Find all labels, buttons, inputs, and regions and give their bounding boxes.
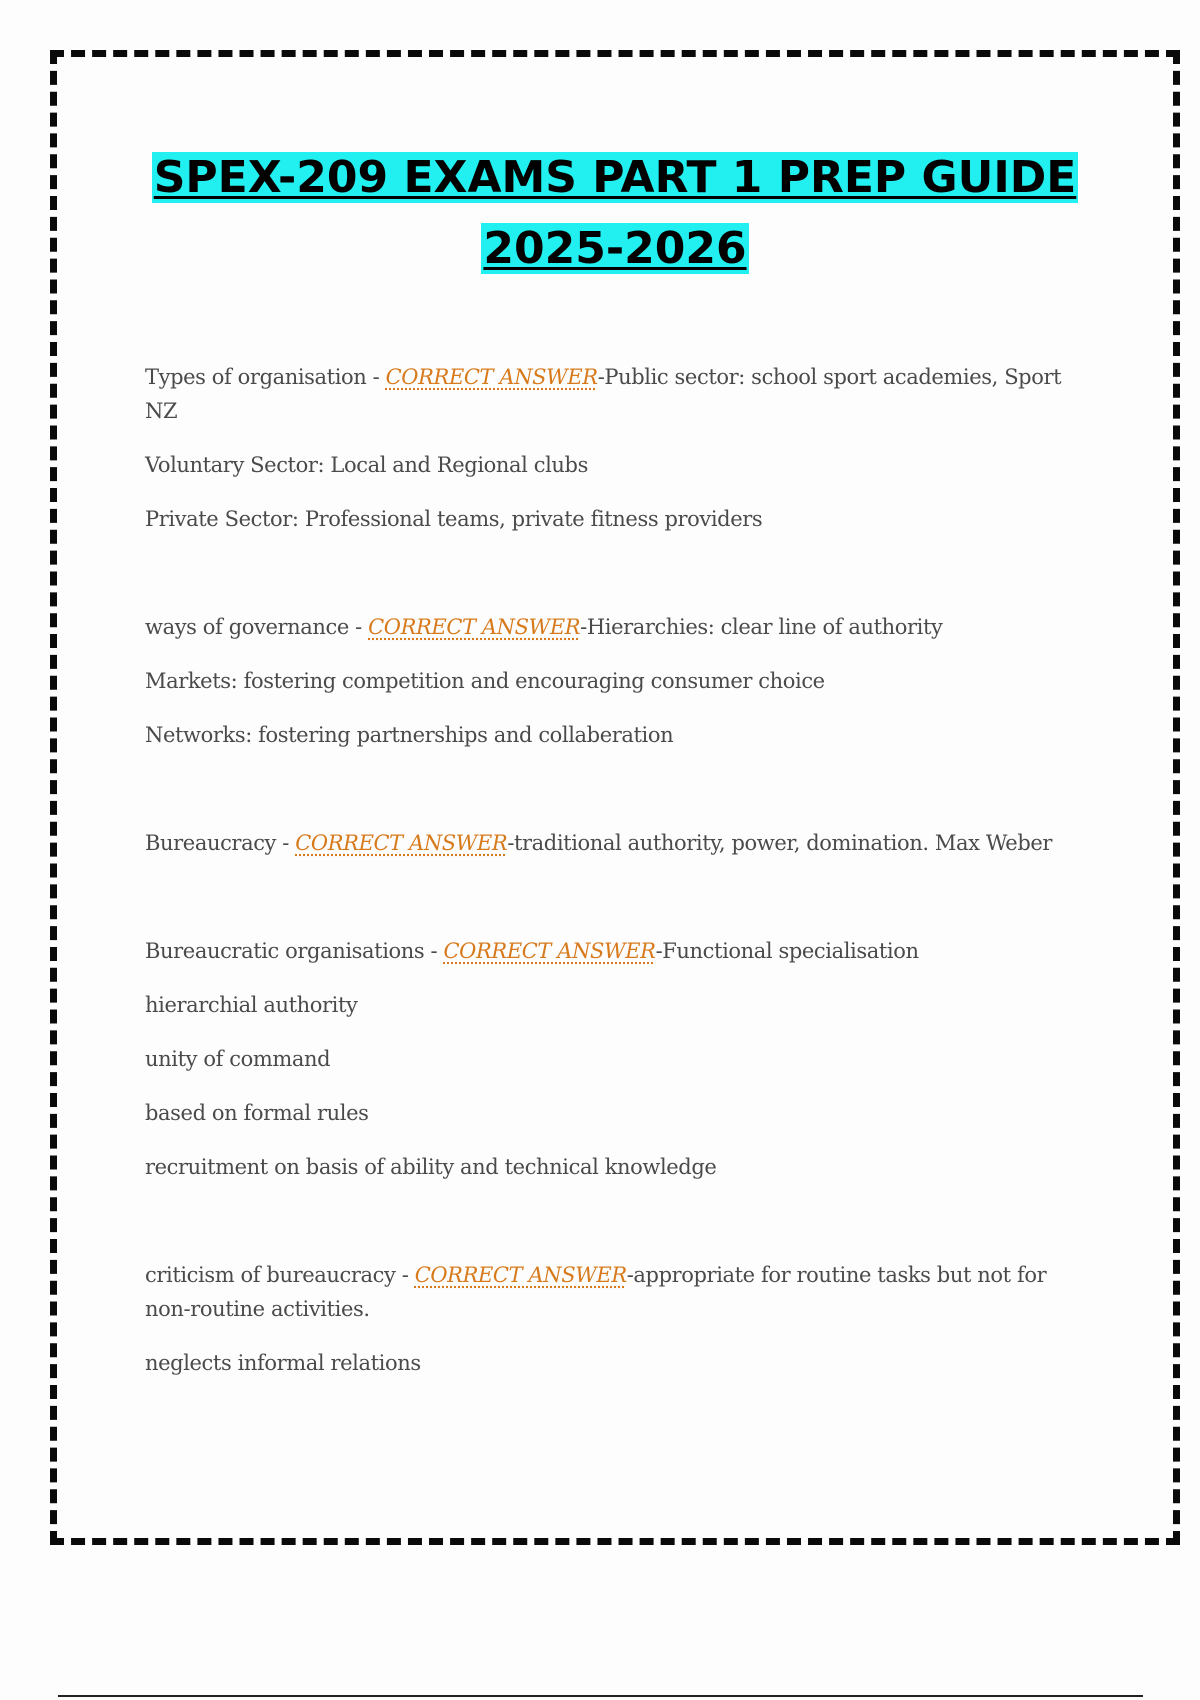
answer-text: -Functional specialisation (655, 939, 919, 963)
answer-line: hierarchial authority (145, 993, 358, 1017)
answer-line: Private Sector: Professional teams, private fitness providers (145, 507, 763, 531)
answer-line: recruitment on basis of ability and technical knowledge (145, 1155, 717, 1179)
qa-item-1-first-line (145, 360, 1080, 428)
qa-item-2-first-line (145, 610, 1080, 644)
footer-divider (58, 1695, 1143, 1697)
answer-text: -Hierarchies: clear line of authority (580, 615, 943, 639)
qa-content (145, 360, 1080, 1400)
qa-item-3-first-line (145, 826, 1080, 860)
question-text: Types of organisation - (145, 365, 386, 389)
correct-answer-label: CORRECT ANSWER (368, 615, 581, 639)
title-line-2: 2025-2026 (483, 223, 747, 274)
answer-line: based on formal rules (145, 1101, 369, 1125)
question-text: Bureaucracy - (145, 831, 296, 855)
answer-line: Markets: fostering competition and encouraging consumer choice (145, 669, 825, 693)
qa-item-5-first-line (145, 1258, 1080, 1326)
answer-line: Networks: fostering partnerships and collaberation (145, 723, 674, 747)
qa-item-4-first-line (145, 934, 1080, 968)
correct-answer-label: CORRECT ANSWER (385, 365, 598, 389)
answer-text: -traditional authority, power, domination. Max Weber (507, 831, 1053, 855)
question-text: ways of governance - (145, 615, 369, 639)
answer-text: -Public sector: school sport academies, Sport NZ (145, 365, 1062, 423)
correct-answer-label: CORRECT ANSWER (443, 939, 656, 963)
question-text: criticism of bureaucracy - (145, 1263, 415, 1287)
answer-text: -appropriate for routine tasks but not for non-routine activities. (145, 1263, 1047, 1321)
answer-line: Voluntary Sector: Local and Regional clubs (145, 453, 588, 477)
page-title (60, 142, 1170, 284)
correct-answer-label: CORRECT ANSWER (414, 1263, 627, 1287)
title-line-1: SPEX-209 EXAMS PART 1 PREP GUIDE (153, 152, 1077, 203)
answer-line: unity of command (145, 1047, 331, 1071)
answer-line: neglects informal relations (145, 1351, 421, 1375)
correct-answer-label: CORRECT ANSWER (295, 831, 508, 855)
question-text: Bureaucratic organisations - (145, 939, 444, 963)
